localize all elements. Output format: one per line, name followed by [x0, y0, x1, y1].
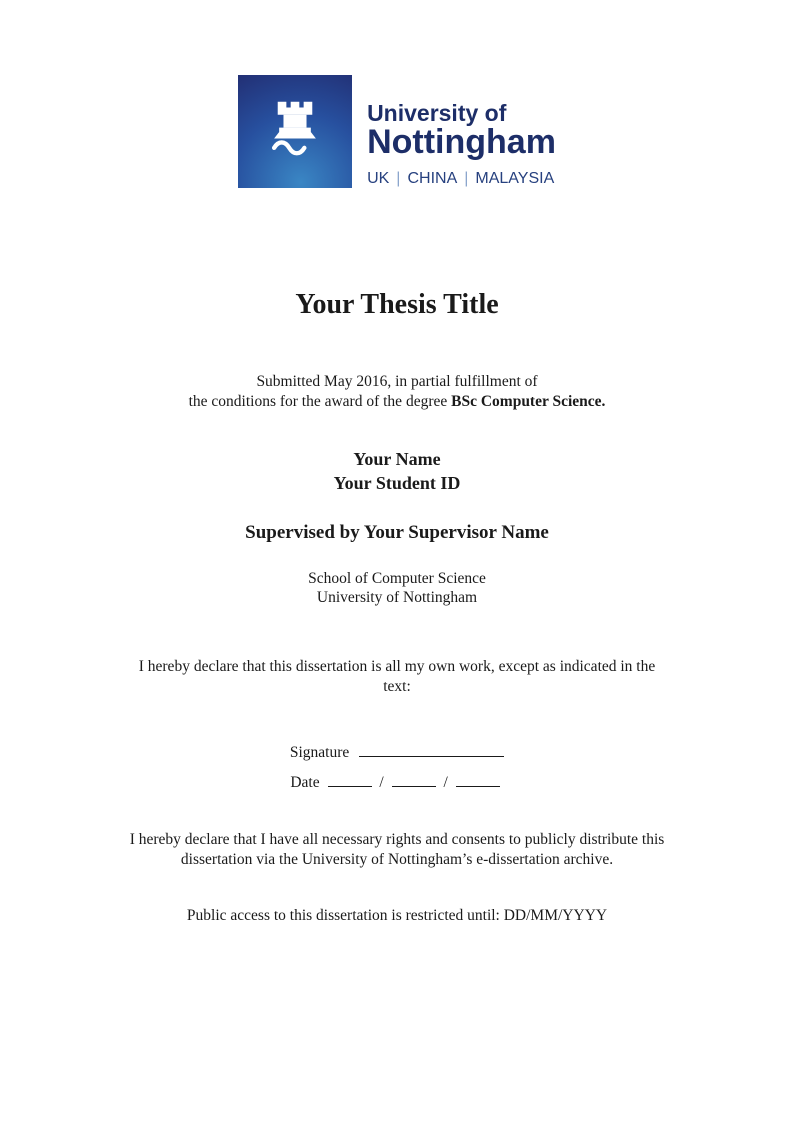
- region-separator: |: [464, 170, 469, 187]
- region-uk: UK: [367, 170, 390, 187]
- supervisor-line: Supervised by Your Supervisor Name: [245, 522, 549, 543]
- logo-regions: [367, 170, 554, 188]
- school-name: School of Computer Science: [308, 570, 486, 587]
- castle-icon: [238, 75, 352, 188]
- declaration-own-work-line2: text:: [383, 678, 411, 695]
- date-separator: /: [443, 774, 448, 791]
- submission-line2: [0, 392, 794, 412]
- date-row: [0, 772, 794, 794]
- date-year-line: [456, 773, 500, 787]
- date-month-line: [392, 773, 436, 787]
- date-label: Date: [290, 774, 320, 791]
- declaration-distribution-line1: I hereby declare that I have all necessary rights and consents to publicly distribute this: [129, 831, 665, 848]
- signature-line: [359, 743, 504, 757]
- student-id: Your Student ID: [333, 473, 461, 493]
- author-name: Your Name: [353, 449, 441, 469]
- signature-row: [0, 742, 794, 764]
- region-separator: |: [396, 170, 401, 187]
- declaration-own-work: [0, 657, 794, 697]
- date-separator: /: [379, 774, 384, 791]
- region-malaysia: MALAYSIA: [475, 170, 555, 187]
- degree-name: BSc Computer Science.: [451, 392, 606, 410]
- university-logo: [238, 75, 556, 188]
- restriction-note: Public access to this dissertation is restricted until: DD/MM/YYYY: [186, 907, 608, 924]
- university-name: University of Nottingham: [316, 589, 478, 606]
- submission-line2-prefix: the conditions for the award of the degree: [188, 392, 448, 410]
- author-block: [0, 447, 794, 495]
- date-day-line: [328, 773, 372, 787]
- declaration-distribution-line2: dissertation via the University of Nottingham’s e-dissertation archive.: [180, 851, 614, 868]
- declaration-own-work-line1: I hereby declare that this dissertation is all my own work, except as indicated in the: [138, 658, 656, 675]
- logo-nottingham: Nottingham: [367, 123, 556, 161]
- logo-university-of: University of: [367, 100, 507, 126]
- signature-label: Signature: [289, 744, 350, 761]
- logo-wordmark: [367, 75, 556, 188]
- region-china: CHINA: [407, 170, 458, 187]
- affiliation-block: [0, 569, 794, 607]
- declaration-distribution: [0, 830, 794, 870]
- submission-line1: Submitted May 2016, in partial fulfillment of: [256, 373, 538, 390]
- submission-note: [0, 372, 794, 411]
- thesis-title: Your Thesis Title: [295, 289, 499, 320]
